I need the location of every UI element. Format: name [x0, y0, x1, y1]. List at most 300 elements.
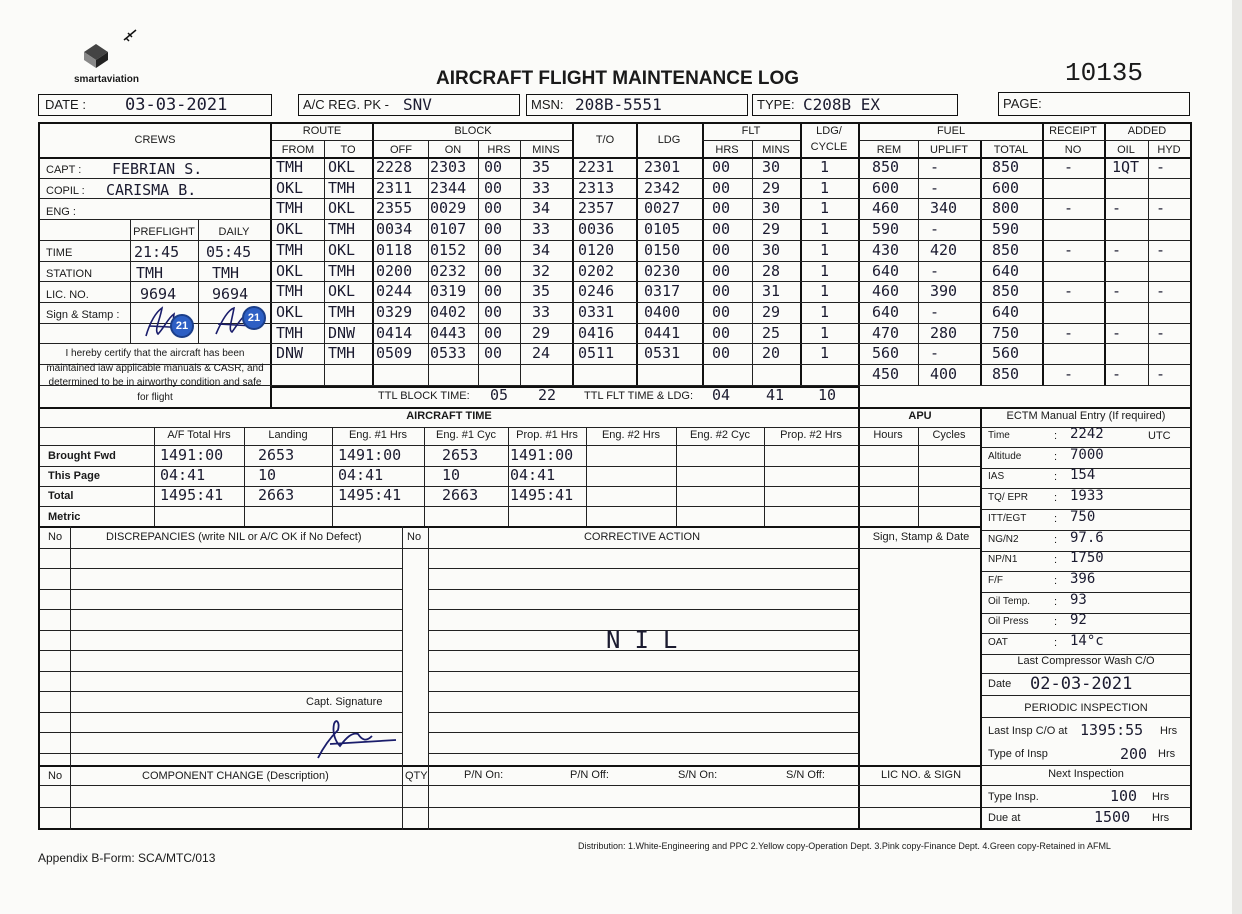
flight-hrs[interactable]: 00 — [484, 344, 503, 363]
aircraft-time-col-header: Eng. #1 Hrs — [348, 429, 408, 441]
flight-mins[interactable]: 33 — [532, 178, 551, 197]
time-preflight[interactable]: 21:45 — [134, 243, 180, 261]
flight-from[interactable]: OKL — [276, 220, 304, 239]
fuel-hyd[interactable]: - — [1156, 323, 1166, 342]
flight-off[interactable]: 0118 — [376, 240, 413, 259]
fuel-up[interactable]: 390 — [930, 282, 958, 301]
ectm-label: Oil Temp. — [988, 595, 1031, 607]
flight-fh[interactable]: 00 — [712, 199, 731, 218]
fuel-hyd[interactable]: - — [1156, 158, 1166, 176]
receipt-no-header: NO — [1064, 144, 1082, 156]
flight-mins[interactable]: 35 — [532, 158, 551, 176]
fuel-rem[interactable]: 430 — [872, 240, 900, 259]
aircraft-time-af[interactable]: 04:41 — [160, 466, 206, 485]
flight-fh[interactable]: 00 — [712, 302, 731, 321]
sn-off-header: S/N Off: — [786, 769, 825, 781]
flight-mins[interactable]: 35 — [532, 282, 551, 301]
flight-from[interactable]: TMH — [276, 199, 304, 218]
lic-sign-header: LIC NO. & SIGN — [880, 769, 962, 781]
ldg-cycle-header-2: CYCLE — [810, 141, 848, 153]
grid-hline — [428, 589, 858, 590]
fuel-oil[interactable]: - — [1112, 240, 1122, 259]
fuel-up[interactable]: 340 — [930, 199, 958, 218]
aircraft-time-col-header: Eng. #2 Hrs — [601, 429, 661, 441]
flight-ldg[interactable]: 0531 — [644, 344, 681, 363]
fuel-tot[interactable]: 640 — [992, 261, 1020, 280]
flight-fh[interactable]: 00 — [712, 344, 731, 363]
flight-mins[interactable]: 34 — [532, 240, 551, 259]
form-title: AIRCRAFT FLIGHT MAINTENANCE LOG — [436, 68, 800, 89]
preflight-header: PREFLIGHT — [133, 226, 195, 238]
type-box[interactable] — [752, 94, 958, 116]
flight-fm[interactable]: 29 — [762, 220, 781, 239]
fuel-tot[interactable]: 600 — [992, 178, 1020, 197]
from-header: FROM — [281, 144, 315, 156]
time-daily[interactable]: 05:45 — [206, 243, 252, 261]
qty-header: QTY — [405, 770, 428, 782]
type-insp-value[interactable]: 200 — [1120, 745, 1148, 763]
flight-on[interactable]: 2344 — [430, 178, 467, 197]
flight-fm[interactable]: 30 — [762, 158, 781, 176]
flight-on[interactable]: 0319 — [430, 282, 467, 301]
flight-off[interactable]: 2355 — [376, 199, 413, 218]
fuel-up[interactable]: - — [930, 178, 940, 197]
flight-to_t[interactable]: 0511 — [578, 344, 615, 363]
flight-on[interactable]: 0232 — [430, 261, 467, 280]
flight-off[interactable]: 2311 — [376, 178, 413, 197]
station-preflight[interactable]: TMH — [136, 264, 164, 282]
flight-on[interactable]: 0533 — [430, 344, 467, 363]
flight-cyc[interactable]: 1 — [820, 261, 830, 280]
fuel-up[interactable]: 280 — [930, 323, 958, 342]
fuel-oil[interactable]: 1QT — [1112, 158, 1140, 176]
flight-to[interactable]: TMH — [328, 261, 356, 280]
flight-cyc[interactable]: 1 — [820, 344, 830, 363]
ttl-ldg[interactable]: 10 — [818, 386, 837, 404]
flight-mins[interactable]: 32 — [532, 261, 551, 280]
fuel-header: FUEL — [936, 125, 966, 137]
form-code: Appendix B-Form: SCA/MTC/013 — [38, 851, 216, 865]
flight-to[interactable]: DNW — [328, 323, 356, 342]
grid-hline — [40, 548, 980, 549]
flight-to[interactable]: TMH — [328, 220, 356, 239]
aircraft-time-e1c[interactable]: 2653 — [442, 446, 479, 464]
aircraft-time-title: AIRCRAFT TIME — [406, 410, 492, 422]
flight-cyc[interactable]: 1 — [820, 323, 830, 342]
copil-label: COPIL : — [46, 185, 85, 197]
fuel-up[interactable]: 400 — [930, 365, 958, 383]
sn-on-header: S/N On: — [678, 769, 718, 781]
fuel-tot[interactable]: 850 — [992, 158, 1020, 176]
station-daily[interactable]: TMH — [212, 264, 240, 282]
flight-fh[interactable]: 00 — [712, 282, 731, 301]
grid-hline — [428, 691, 858, 692]
flight-ldg[interactable]: 0400 — [644, 302, 681, 321]
fuel-up[interactable]: - — [930, 302, 940, 321]
grid-hline — [982, 785, 1190, 786]
grid-vline — [424, 427, 425, 526]
flight-off[interactable]: 0509 — [376, 344, 413, 363]
aircraft-time-af[interactable]: 1491:00 — [160, 446, 224, 464]
grid-hline — [272, 140, 572, 141]
flight-to[interactable]: OKL — [328, 240, 356, 259]
ectm-value[interactable]: 1750 — [1070, 550, 1104, 567]
ectm-label: ITT/EGT — [988, 512, 1027, 524]
fuel-rcpt[interactable]: - — [1064, 158, 1074, 176]
grid-vline — [586, 427, 587, 526]
ectm-value[interactable]: 93 — [1070, 591, 1087, 608]
aircraft-time-e1c[interactable]: 2663 — [442, 486, 479, 505]
fuel-rcpt[interactable]: - — [1064, 199, 1074, 218]
aircraft-time-p1h[interactable]: 1495:41 — [510, 486, 574, 505]
flight-from[interactable]: TMH — [276, 323, 304, 342]
flight-ldg[interactable]: 0317 — [644, 282, 681, 301]
apu-title: APU — [908, 410, 932, 422]
fuel-up[interactable]: 420 — [930, 240, 958, 259]
flight-mins[interactable]: 24 — [532, 344, 551, 363]
due-at-value[interactable]: 1500 — [1094, 808, 1131, 826]
ectm-label: TQ/ EPR — [988, 492, 1029, 504]
nil-entry[interactable]: NIL — [606, 626, 692, 654]
flight-cyc[interactable]: 1 — [820, 178, 830, 197]
comp-no-header: No — [48, 770, 63, 782]
ectm-value[interactable]: 1933 — [1070, 488, 1104, 505]
aircraft-time-col-header: Hours — [873, 429, 903, 441]
flight-ldg[interactable]: 0027 — [644, 199, 681, 218]
aircraft-time-row-label: Metric — [48, 510, 81, 523]
flight-fm[interactable]: 30 — [762, 199, 781, 218]
ttl-flt-hrs[interactable]: 04 — [712, 386, 731, 404]
mins-header: MINS — [532, 144, 560, 156]
flight-fh[interactable]: 00 — [712, 178, 731, 197]
flight-fh[interactable]: 00 — [712, 261, 731, 280]
grid-vline — [244, 427, 245, 526]
flight-from[interactable]: DNW — [276, 344, 304, 363]
fuel-tot[interactable]: 800 — [992, 199, 1020, 218]
aircraft-time-land[interactable]: 10 — [258, 466, 277, 485]
flight-off[interactable]: 0244 — [376, 282, 413, 301]
flight-hrs[interactable]: 00 — [484, 261, 503, 280]
aircraft-time-p1h[interactable]: 1491:00 — [510, 446, 574, 464]
ectm-label: OAT — [988, 637, 1008, 648]
component-change-header: COMPONENT CHANGE (Description) — [142, 770, 329, 782]
flight-fm[interactable]: 29 — [762, 178, 781, 197]
fuel-hyd[interactable]: - — [1156, 199, 1166, 218]
aircraft-time-e1h[interactable]: 1491:00 — [338, 446, 402, 464]
fuel-rcpt[interactable]: - — [1064, 323, 1074, 342]
rem-header: REM — [876, 144, 902, 156]
fuel-rem[interactable]: 640 — [872, 302, 900, 321]
flight-hrs[interactable]: 00 — [484, 220, 503, 239]
ectm-colon: : — [1054, 450, 1058, 463]
ectm-colon: : — [1054, 430, 1058, 442]
grid-vline — [918, 427, 919, 526]
flight-to_t[interactable]: 0202 — [578, 261, 615, 280]
ectm-colon: : — [1054, 637, 1058, 649]
flt-header: FLT — [741, 125, 761, 137]
flight-on[interactable]: 0107 — [430, 220, 467, 239]
grid-hline — [1104, 140, 1190, 141]
flight-off[interactable]: 0329 — [376, 302, 413, 321]
flight-hrs[interactable]: 00 — [484, 158, 503, 176]
ttl-block-mins[interactable]: 22 — [538, 386, 557, 404]
ectm-colon: : — [1054, 595, 1058, 608]
fuel-rem[interactable]: 850 — [872, 158, 900, 176]
page-label: PAGE: — [1003, 96, 1042, 111]
flight-to_t[interactable]: 0331 — [578, 302, 615, 321]
flight-fm[interactable]: 29 — [762, 302, 781, 321]
ac-reg-box[interactable] — [298, 94, 520, 116]
ectm-colon: : — [1054, 512, 1058, 525]
grid-hline — [428, 712, 858, 713]
flight-fm[interactable]: 31 — [762, 282, 781, 301]
fuel-tot[interactable]: 850 — [992, 282, 1020, 301]
airplane-icon — [122, 28, 138, 44]
flight-to_t[interactable]: 2313 — [578, 178, 615, 197]
fuel-rem[interactable]: 560 — [872, 344, 900, 363]
ectm-label: Time — [988, 430, 1010, 441]
page-box[interactable] — [998, 92, 1190, 116]
grid-hline — [428, 609, 858, 610]
flight-to[interactable]: OKL — [328, 282, 356, 301]
flight-cyc[interactable]: 1 — [820, 199, 830, 218]
ectm-value[interactable]: 154 — [1070, 467, 1096, 484]
ectm-value[interactable]: 14°c — [1070, 633, 1104, 649]
grid-vline — [70, 765, 71, 830]
flight-cyc[interactable]: 1 — [820, 220, 830, 239]
fuel-rcpt[interactable]: - — [1064, 282, 1074, 301]
flight-to_t[interactable]: 0246 — [578, 282, 615, 301]
flight-on[interactable]: 0029 — [430, 199, 467, 218]
aircraft-time-col-header: Eng. #2 Cyc — [690, 429, 750, 441]
flight-to_t[interactable]: 2357 — [578, 199, 615, 218]
aircraft-time-row-label: Brought Fwd — [48, 450, 116, 462]
fuel-tot[interactable]: 750 — [992, 323, 1020, 342]
flight-mins[interactable]: 29 — [532, 323, 551, 342]
fuel-oil[interactable]: - — [1112, 199, 1122, 218]
fuel-rcpt[interactable]: - — [1064, 240, 1074, 259]
daily-stamp-icon: 21 — [242, 306, 266, 330]
flight-off[interactable]: 0414 — [376, 323, 413, 342]
ac-reg-label: A/C REG. PK - — [303, 97, 389, 112]
fuel-up[interactable]: - — [930, 220, 940, 239]
flight-from[interactable]: OKL — [276, 302, 304, 321]
corr-no-header: No — [407, 531, 422, 543]
fuel-tot[interactable]: 850 — [992, 365, 1020, 383]
ectm-label: Oil Press — [988, 616, 1029, 628]
flight-fm[interactable]: 30 — [762, 240, 781, 259]
flight-fh[interactable]: 00 — [712, 240, 731, 259]
flight-from[interactable]: OKL — [276, 178, 304, 197]
flight-on[interactable]: 0152 — [430, 240, 467, 259]
fuel-hyd[interactable]: - — [1156, 282, 1166, 301]
flight-mins[interactable]: 33 — [532, 220, 551, 239]
grid-hline — [40, 785, 980, 786]
fuel-oil[interactable]: - — [1112, 282, 1122, 301]
total-header: TOTAL — [993, 144, 1029, 156]
copil-name[interactable]: CARISMA B. — [106, 181, 197, 199]
ttl-flt-mins[interactable]: 41 — [766, 386, 785, 404]
aircraft-time-p1h[interactable]: 04:41 — [510, 466, 556, 485]
fuel-rem[interactable]: 460 — [872, 282, 900, 301]
next-type-unit: Hrs — [1152, 791, 1170, 803]
fuel-oil[interactable]: - — [1112, 323, 1122, 342]
grid-hline — [40, 765, 980, 767]
aircraft-time-e1h[interactable]: 1495:41 — [338, 486, 402, 505]
ectm-value[interactable]: 92 — [1070, 612, 1087, 629]
flight-hrs[interactable]: 00 — [484, 302, 503, 321]
ectm-value[interactable]: 396 — [1070, 570, 1096, 587]
flight-fm[interactable]: 28 — [762, 261, 781, 280]
flight-from[interactable]: TMH — [276, 158, 304, 176]
flight-ldg[interactable]: 0105 — [644, 220, 681, 239]
sign-stamp-label: Sign & Stamp : — [46, 309, 120, 321]
disc-no-header: No — [48, 531, 63, 543]
flight-hrs[interactable]: 00 — [484, 282, 503, 301]
aircraft-time-af[interactable]: 1495:41 — [160, 486, 224, 505]
fuel-hyd[interactable]: - — [1156, 365, 1166, 383]
ectm-colon: : — [1054, 471, 1058, 484]
fuel-tot[interactable]: 560 — [992, 344, 1020, 363]
fuel-tot[interactable]: 850 — [992, 240, 1020, 259]
hrs-header: HRS — [487, 144, 511, 156]
flight-to[interactable]: TMH — [328, 302, 356, 321]
ldg-cycle-header-1: LDG/ — [816, 125, 842, 137]
fuel-up[interactable]: - — [930, 158, 940, 176]
aircraft-time-col-header: Eng. #1 Cyc — [436, 429, 496, 441]
flight-ldg[interactable]: 2301 — [644, 158, 681, 176]
fuel-oil[interactable]: - — [1112, 365, 1122, 383]
grid-hline — [40, 609, 402, 610]
flight-ldg[interactable]: 0441 — [644, 323, 681, 342]
flight-ldg[interactable]: 0150 — [644, 240, 681, 259]
grid-hline — [40, 589, 402, 590]
fuel-rem[interactable]: 590 — [872, 220, 900, 239]
fuel-hyd[interactable]: - — [1156, 240, 1166, 259]
ectm-value[interactable]: 2242 — [1070, 426, 1104, 442]
flight-on[interactable]: 0402 — [430, 302, 467, 321]
flight-off[interactable]: 2228 — [376, 158, 413, 176]
msn-value: 208B-5551 — [575, 95, 662, 114]
grid-vline — [1042, 123, 1044, 386]
next-type-value[interactable]: 100 — [1110, 787, 1138, 805]
flight-from[interactable]: TMH — [276, 240, 304, 259]
ectm-value[interactable]: 750 — [1070, 508, 1096, 525]
lic-preflight[interactable]: 9694 — [140, 285, 177, 303]
last-insp-value[interactable]: 1395:55 — [1080, 721, 1144, 739]
station-label: STATION — [46, 268, 93, 280]
msn-box[interactable] — [526, 94, 748, 116]
flight-fh[interactable]: 00 — [712, 158, 731, 176]
flight-on[interactable]: 2303 — [430, 158, 467, 176]
fuel-tot[interactable]: 640 — [992, 302, 1020, 321]
flt-mins-header: MINS — [762, 144, 790, 156]
fuel-rem[interactable]: 600 — [872, 178, 900, 197]
fuel-up[interactable]: - — [930, 344, 940, 363]
flight-mins[interactable]: 33 — [532, 302, 551, 321]
compressor-date-value[interactable]: 02-03-2021 — [1030, 674, 1133, 694]
grid-hline — [40, 407, 1190, 409]
fuel-rem[interactable]: 640 — [872, 261, 900, 280]
flight-cyc[interactable]: 1 — [820, 158, 830, 176]
fuel-up[interactable]: - — [930, 261, 940, 280]
flight-mins[interactable]: 34 — [532, 199, 551, 218]
flight-to_t[interactable]: 0120 — [578, 240, 615, 259]
flight-hrs[interactable]: 00 — [484, 178, 503, 197]
aircraft-time-row-label: This Page — [48, 470, 100, 483]
ectm-label: F/F — [988, 574, 1003, 586]
grid-hline — [428, 732, 858, 733]
flight-fh[interactable]: 00 — [712, 323, 731, 342]
discrepancies-header: DISCREPANCIES (write NIL or A/C OK if No Defect) — [106, 531, 362, 543]
flight-ldg[interactable]: 0230 — [644, 261, 681, 280]
flight-cyc[interactable]: 1 — [820, 282, 830, 301]
flight-hrs[interactable]: 00 — [484, 323, 503, 342]
fuel-rem[interactable]: 460 — [872, 199, 900, 218]
ectm-label: NP/N1 — [988, 554, 1018, 566]
flight-hrs[interactable]: 00 — [484, 199, 503, 218]
ectm-label: IAS — [988, 471, 1005, 483]
receipt-header: RECEIPT — [1049, 125, 1097, 137]
flight-to[interactable]: TMH — [328, 178, 356, 197]
ttl-block-hrs[interactable]: 05 — [490, 386, 509, 404]
aircraft-time-land[interactable]: 2663 — [258, 486, 295, 505]
fuel-rem[interactable]: 470 — [872, 323, 900, 342]
aircraft-time-land[interactable]: 2653 — [258, 446, 295, 464]
flight-from[interactable]: TMH — [276, 282, 304, 301]
log-number: 10135 — [1065, 58, 1144, 88]
grid-hline — [702, 140, 800, 141]
capt-name[interactable]: FEBRIAN S. — [112, 160, 203, 178]
grid-vline — [332, 427, 333, 526]
grid-vline — [70, 526, 71, 765]
flight-to[interactable]: OKL — [328, 158, 356, 176]
grid-hline — [40, 691, 402, 692]
cert-line-4: for flight — [137, 391, 173, 403]
flight-hrs[interactable]: 00 — [484, 240, 503, 259]
flight-to_t[interactable]: 0416 — [578, 323, 615, 342]
flight-cyc[interactable]: 1 — [820, 302, 830, 321]
fuel-tot[interactable]: 590 — [992, 220, 1020, 239]
ectm-value[interactable]: 97.6 — [1070, 529, 1104, 546]
flight-off[interactable]: 0200 — [376, 261, 413, 280]
fuel-rcpt[interactable]: - — [1064, 365, 1074, 383]
aircraft-time-e1h[interactable]: 04:41 — [338, 466, 384, 485]
flight-to_t[interactable]: 0036 — [578, 220, 615, 239]
fuel-rem[interactable]: 450 — [872, 365, 900, 383]
flight-to[interactable]: OKL — [328, 199, 356, 218]
flight-from[interactable]: OKL — [276, 261, 304, 280]
captain-signature[interactable] — [310, 710, 400, 762]
aircraft-time-e1c[interactable]: 10 — [442, 466, 461, 485]
flight-to[interactable]: TMH — [328, 344, 356, 363]
flight-to_t[interactable]: 2231 — [578, 158, 615, 176]
flight-fm[interactable]: 20 — [762, 344, 781, 363]
due-at-label: Due at — [988, 812, 1021, 824]
distribution-note: Distribution: 1.White-Engineering and PPC 2.Yellow copy-Operation Dept. 3.Pink copy-Finance Dept. 4.Green copy-Retained in AFML — [578, 841, 1111, 851]
ectm-value[interactable]: 7000 — [1070, 446, 1104, 463]
grid-hline — [40, 671, 402, 672]
flight-cyc[interactable]: 1 — [820, 240, 830, 259]
ac-reg-value: SNV — [403, 95, 432, 114]
flight-ldg[interactable]: 2342 — [644, 178, 681, 197]
flight-off[interactable]: 0034 — [376, 220, 413, 239]
date-box[interactable] — [38, 94, 272, 116]
lic-daily[interactable]: 9694 — [212, 285, 249, 303]
flight-on[interactable]: 0443 — [430, 323, 467, 342]
flight-fh[interactable]: 00 — [712, 220, 731, 239]
flight-fm[interactable]: 25 — [762, 323, 781, 342]
